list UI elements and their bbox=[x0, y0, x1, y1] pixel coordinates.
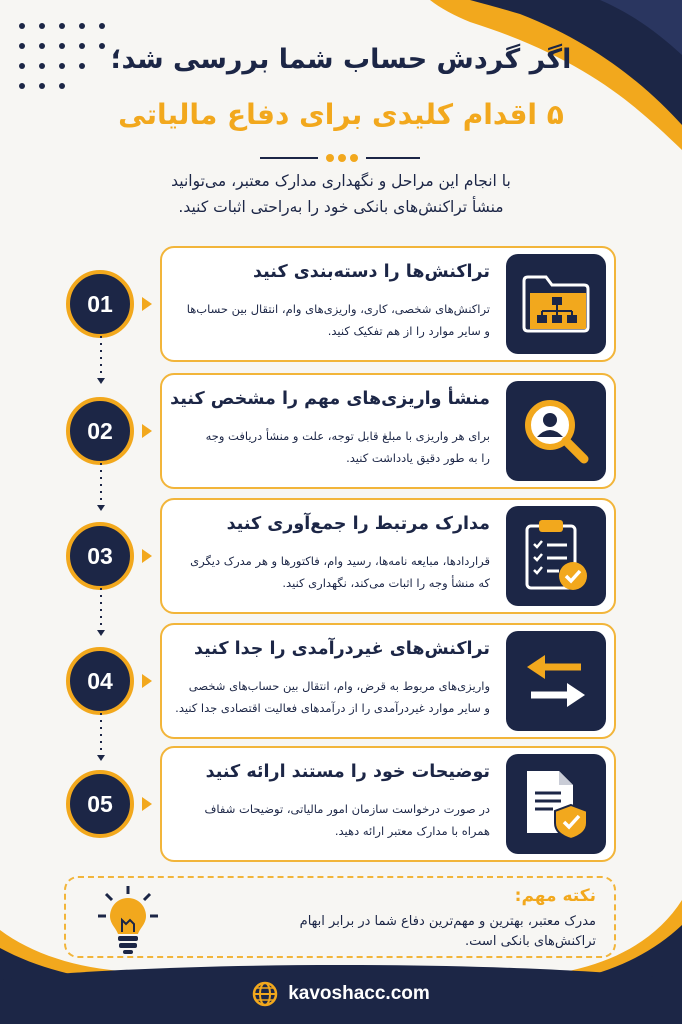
step-card bbox=[160, 623, 616, 739]
step-pointer-arrow bbox=[142, 674, 152, 688]
step-description-line: برای هر واریزی با مبلغ قابل توجه، علت و منشأ دریافت وجه bbox=[205, 429, 490, 443]
important-note-box bbox=[64, 876, 616, 958]
step-title: تراکنش‌ها را دسته‌بندی کنید bbox=[253, 262, 490, 282]
step-title: منشأ واریزی‌های مهم را مشخص کنید bbox=[170, 389, 490, 409]
icon-box bbox=[506, 754, 606, 854]
step-pointer-arrow bbox=[142, 549, 152, 563]
step-title: توضیحات خود را مستند ارائه کنید bbox=[205, 762, 490, 782]
lightbulb-icon bbox=[96, 886, 160, 956]
step-description-line: که منشأ وجه را اثبات می‌کند، نگهداری کنید. bbox=[282, 576, 490, 590]
footer bbox=[0, 964, 682, 1024]
note-title: نکته مهم: bbox=[514, 886, 596, 906]
globe-icon bbox=[252, 981, 278, 1007]
icon-box bbox=[506, 506, 606, 606]
step-title: مدارک مرتبط را جمع‌آوری کنید bbox=[226, 514, 490, 534]
step-description bbox=[165, 798, 490, 842]
step-card bbox=[160, 746, 616, 862]
step-card bbox=[160, 498, 616, 614]
step-description-line: را به طور دقیق یادداشت کنید. bbox=[346, 451, 490, 465]
note-text-line: تراکنش‌های بانکی است. bbox=[465, 934, 596, 949]
step-description bbox=[165, 550, 490, 594]
step-description bbox=[165, 425, 490, 469]
step-card bbox=[160, 246, 616, 362]
step-description-line: قراردادها، مبایعه نامه‌ها، رسید وام، فاکتورها و هر مدرک دیگری bbox=[190, 554, 490, 568]
step-description bbox=[165, 298, 490, 342]
page-title: اگر گردش حساب شما بررسی شد؛ bbox=[110, 44, 572, 75]
website-link[interactable]: kavoshacc.com bbox=[288, 983, 430, 1004]
step-description-line: تراکنش‌های شخصی، کاری، واریزی‌های وام، انتقال بین حساب‌ها bbox=[186, 302, 490, 316]
page-subtitle: ۵ اقدام کلیدی برای دفاع مالیاتی bbox=[118, 98, 564, 131]
icon-box bbox=[506, 631, 606, 731]
step-pointer-arrow bbox=[142, 797, 152, 811]
step-pointer-arrow bbox=[142, 424, 152, 438]
step-description-line: واریزی‌های مربوط به قرض، وام، انتقال بین حساب‌های شخصی bbox=[188, 679, 490, 693]
clipboard-check-icon bbox=[521, 518, 591, 594]
note-text bbox=[216, 912, 596, 952]
step-number-badge: 05 bbox=[66, 770, 134, 838]
intro-text bbox=[110, 168, 572, 220]
step-number-badge: 01 bbox=[66, 270, 134, 338]
intro-line-1: با انجام این مراحل و نگهداری مدارک معتبر، می‌توانید bbox=[171, 172, 511, 190]
step-description-line: در صورت درخواست سازمان امور مالیاتی، توضیحات شفاف bbox=[204, 802, 490, 816]
document-shield-icon bbox=[521, 767, 591, 841]
step-title: تراکنش‌های غیردرآمدی را جدا کنید bbox=[193, 639, 490, 659]
title-divider bbox=[260, 150, 420, 166]
step-5 bbox=[0, 746, 682, 862]
folder-hierarchy-icon bbox=[520, 273, 592, 335]
step-number-badge: 02 bbox=[66, 397, 134, 465]
step-pointer-arrow bbox=[142, 297, 152, 311]
icon-box bbox=[506, 254, 606, 354]
step-description bbox=[165, 675, 490, 719]
note-text-line: مدرک معتبر، بهترین و مهم‌ترین دفاع شما در برابر ابهام bbox=[299, 914, 596, 929]
step-description-line: و سایر موارد را از هم تفکیک کنید. bbox=[327, 324, 490, 338]
magnifier-user-icon bbox=[520, 395, 592, 467]
intro-line-2: منشأ تراکنش‌های بانکی خود را به‌راحتی اثبات کنید. bbox=[178, 198, 504, 216]
step-card bbox=[160, 373, 616, 489]
step-number-badge: 03 bbox=[66, 522, 134, 590]
icon-box bbox=[506, 381, 606, 481]
step-number-badge: 04 bbox=[66, 647, 134, 715]
step-description-line: و سایر موارد غیردرآمدی را از درآمدهای فعالیت اقتصادی جدا کنید. bbox=[175, 701, 490, 715]
transfer-arrows-icon bbox=[521, 651, 591, 711]
step-description-line: همراه با مدارک معتبر ارائه دهید. bbox=[334, 824, 490, 838]
